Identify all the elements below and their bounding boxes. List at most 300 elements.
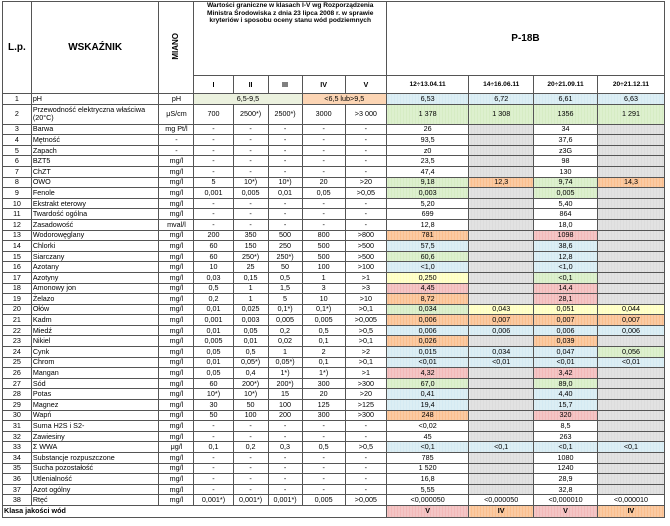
measurement-value: 0,005: [534, 188, 598, 199]
measurement-value: 4,45: [386, 283, 468, 294]
table-row: [3, 230, 665, 241]
indicator-name: Miedź: [31, 325, 159, 336]
indicator-name: Przewodność elektryczna właściwa (20°C): [31, 104, 159, 124]
water-quality-table: [2, 1, 665, 518]
measurement-value: 32,8: [534, 484, 598, 495]
class-II-header: II: [233, 76, 268, 94]
limit-class-III: 0,5: [268, 272, 302, 283]
limit-class-IV: 0,005: [302, 495, 345, 506]
indicator-name: Barwa: [31, 124, 159, 135]
measurement-value: [597, 389, 664, 400]
table-row: [3, 294, 665, 305]
date-3-header: 20÷21.09.11: [534, 76, 598, 94]
limit-class-I: 50: [194, 410, 233, 421]
miano-header: [159, 2, 194, 94]
measurement-value: 0,250: [386, 272, 468, 283]
measurement-value: 23,5: [386, 156, 468, 167]
limit-class-I: 10: [194, 262, 233, 273]
indicator-name: Zapach: [31, 145, 159, 156]
measurement-value: [597, 219, 664, 230]
limit-class-V: >0,5: [345, 442, 386, 453]
measurement-value: [469, 400, 534, 411]
limit-class-V: >20: [345, 177, 386, 188]
row-number: 37: [3, 484, 32, 495]
indicator-unit: mg/l: [159, 272, 194, 283]
row-number: 19: [3, 294, 32, 305]
limit-class-II: -: [233, 421, 268, 432]
limit-class-I: 0,01: [194, 357, 233, 368]
measurement-value: [469, 283, 534, 294]
limit-class-I: 0,01: [194, 304, 233, 315]
table-row: [3, 474, 665, 485]
limit-class-I: 200: [194, 230, 233, 241]
limit-class-IV: 3000: [302, 104, 345, 124]
quality-class-value: V: [534, 505, 598, 517]
row-number: 1: [3, 94, 32, 105]
table-row: [3, 94, 665, 105]
limit-class-IV: -: [302, 431, 345, 442]
measurement-value: 3,42: [534, 368, 598, 379]
measurement-value: 0,41: [386, 389, 468, 400]
indicator-unit: mg/l: [159, 463, 194, 474]
limit-class-III: 0,02: [268, 336, 302, 347]
table-row: [3, 315, 665, 326]
limit-class-V: >125: [345, 400, 386, 411]
indicator-unit: mg/l: [159, 400, 194, 411]
indicator-unit: mg Pt/l: [159, 124, 194, 135]
measurement-value: 5,55: [386, 484, 468, 495]
indicator-name: Mangan: [31, 368, 159, 379]
limit-class-I: 0,005: [194, 336, 233, 347]
measurement-value: 0,007: [597, 315, 664, 326]
table-row: [3, 453, 665, 464]
limit-class-III: 0,05*): [268, 357, 302, 368]
measurement-value: [469, 378, 534, 389]
limit-class-II: 0,025: [233, 304, 268, 315]
measurement-value: [469, 188, 534, 199]
row-number: 31: [3, 421, 32, 432]
indicator-name: Chrom: [31, 357, 159, 368]
limit-class-III: 200: [268, 410, 302, 421]
limit-class-III: 50: [268, 262, 302, 273]
measurement-value: [469, 336, 534, 347]
limit-class-V: >3 000: [345, 104, 386, 124]
limit-class-II: -: [233, 198, 268, 209]
indicator-unit: mg/l: [159, 209, 194, 220]
indicator-unit: mg/l: [159, 262, 194, 273]
limit-class-V: >0,005: [345, 315, 386, 326]
limit-class-II: 0,001*): [233, 495, 268, 506]
limit-class-IV: 0,5: [302, 442, 345, 453]
measurement-value: 14,3: [597, 177, 664, 188]
limit-class-IV-V: <6,5 lub>9,5: [302, 94, 386, 105]
limit-class-II: -: [233, 166, 268, 177]
row-number: 8: [3, 177, 32, 188]
row-number: 14: [3, 241, 32, 252]
measurement-value: 0,043: [469, 304, 534, 315]
limit-class-IV: -: [302, 156, 345, 167]
limit-class-IV: -: [302, 209, 345, 220]
measurement-value: [597, 431, 664, 442]
measurement-value: <0,1: [534, 272, 598, 283]
limit-class-V: >0,005: [345, 495, 386, 506]
measurement-value: 0,026: [386, 336, 468, 347]
indicator-unit: mg/l: [159, 304, 194, 315]
measurement-value: 263: [534, 431, 598, 442]
limit-class-III: 10*): [268, 177, 302, 188]
measurement-value: 12,8: [534, 251, 598, 262]
limit-class-IV: -: [302, 453, 345, 464]
limit-class-IV: 100: [302, 262, 345, 273]
indicator-unit: -: [159, 145, 194, 156]
indicator-unit: mg/l: [159, 177, 194, 188]
measurement-value: 0,007: [469, 315, 534, 326]
table-row: [3, 104, 665, 124]
limit-class-IV: 500: [302, 251, 345, 262]
quality-class-label: Klasa jakości wód: [3, 505, 387, 517]
limit-class-IV: 0,5: [302, 325, 345, 336]
table-row: [3, 283, 665, 294]
measurement-value: [597, 336, 664, 347]
indicator-name: Utlenialność: [31, 474, 159, 485]
indicator-unit: pH: [159, 94, 194, 105]
measurement-value: [597, 188, 664, 199]
limit-class-I: 60: [194, 378, 233, 389]
measurement-value: 14,4: [534, 283, 598, 294]
limit-class-III: 2500*): [268, 104, 302, 124]
measurement-value: [597, 209, 664, 220]
limit-class-V: -: [345, 145, 386, 156]
limit-class-III: 0,3: [268, 442, 302, 453]
limit-class-III: 500: [268, 230, 302, 241]
measurement-value: <0,01: [534, 357, 598, 368]
row-number: 24: [3, 347, 32, 358]
measurement-value: [469, 368, 534, 379]
measurement-value: [597, 283, 664, 294]
measurement-value: 60,6: [386, 251, 468, 262]
limit-class-III: 15: [268, 389, 302, 400]
indicator-unit: mg/l: [159, 378, 194, 389]
limit-class-IV: -: [302, 421, 345, 432]
limit-class-IV: 300: [302, 378, 345, 389]
limit-class-III: -: [268, 209, 302, 220]
limit-class-V: -: [345, 166, 386, 177]
row-number: 23: [3, 336, 32, 347]
row-number: 12: [3, 219, 32, 230]
table-row: [3, 400, 665, 411]
measurement-value: 0,034: [469, 347, 534, 358]
limit-class-III: 100: [268, 400, 302, 411]
measurement-value: 57,5: [386, 241, 468, 252]
limit-class-IV: 0,005: [302, 315, 345, 326]
measurement-value: [469, 124, 534, 135]
table-row: [3, 156, 665, 167]
limits-title: Wartości graniczne w klasach I-V wg Rozporządzenia Ministra Środowiska z dnia 23 lipca 2008 r. w sprawie kryteriów i sposobu oceny stanu wód podziemnych: [194, 2, 386, 76]
limit-class-V: -: [345, 135, 386, 146]
measurement-value: [597, 410, 664, 421]
limit-class-II: 10*): [233, 177, 268, 188]
row-number: 33: [3, 442, 32, 453]
measurement-value: 5,40: [534, 198, 598, 209]
limit-class-III: 1: [268, 347, 302, 358]
miano-label: MIANO: [171, 33, 181, 60]
measurement-value: [469, 135, 534, 146]
table-row: [3, 431, 665, 442]
measurement-value: 0,056: [597, 347, 664, 358]
limit-class-III: 1,5: [268, 283, 302, 294]
point-header: P-18B: [386, 2, 664, 76]
measurement-value: 781: [386, 230, 468, 241]
row-number: 38: [3, 495, 32, 506]
measurement-value: 45: [386, 431, 468, 442]
row-number: 20: [3, 304, 32, 315]
limit-class-II: 0,5: [233, 347, 268, 358]
indicator-name: Ekstrakt eterowy: [31, 198, 159, 209]
limit-class-III: -: [268, 474, 302, 485]
limit-class-V: -: [345, 453, 386, 464]
row-number: 11: [3, 209, 32, 220]
measurement-value: 0,015: [386, 347, 468, 358]
table-row: [3, 272, 665, 283]
indicator-name: Sód: [31, 378, 159, 389]
limit-class-III: -: [268, 463, 302, 474]
measurement-value: [597, 230, 664, 241]
indicator-unit: mg/l: [159, 294, 194, 305]
limit-class-V: >800: [345, 230, 386, 241]
limit-class-V: >1: [345, 368, 386, 379]
indicator-unit: μg/l: [159, 442, 194, 453]
measurement-value: [597, 251, 664, 262]
measurement-value: [469, 272, 534, 283]
measurement-value: 15,7: [534, 400, 598, 411]
header-row: [3, 2, 665, 76]
row-number: 32: [3, 431, 32, 442]
measurement-value: 1240: [534, 463, 598, 474]
table-row: [3, 495, 665, 506]
indicator-name: Zawiesiny: [31, 431, 159, 442]
measurement-value: [597, 156, 664, 167]
row-number: 25: [3, 357, 32, 368]
limit-class-IV: -: [302, 135, 345, 146]
limit-class-IV: -: [302, 474, 345, 485]
measurement-value: 699: [386, 209, 468, 220]
limit-class-IV: 300: [302, 410, 345, 421]
measurement-value: [469, 241, 534, 252]
wskaznik-header: WSKAŹNIK: [31, 2, 159, 94]
measurement-value: <0,01: [597, 357, 664, 368]
table-row: [3, 135, 665, 146]
measurement-value: 19,4: [386, 400, 468, 411]
indicator-name: Azot ogólny: [31, 484, 159, 495]
row-number: 28: [3, 389, 32, 400]
measurement-value: [469, 389, 534, 400]
measurement-value: 130: [534, 166, 598, 177]
indicator-name: Twardość ogólna: [31, 209, 159, 220]
measurement-value: [597, 400, 664, 411]
row-number: 9: [3, 188, 32, 199]
measurement-value: 0,006: [386, 325, 468, 336]
measurement-value: [469, 453, 534, 464]
measurement-value: 38,6: [534, 241, 598, 252]
row-number: 35: [3, 463, 32, 474]
indicator-name: Zasadowość: [31, 219, 159, 230]
limit-class-III: 250: [268, 241, 302, 252]
limit-class-V: >0,1: [345, 304, 386, 315]
measurement-value: 248: [386, 410, 468, 421]
indicator-unit: μS/cm: [159, 104, 194, 124]
limit-class-V: >300: [345, 378, 386, 389]
limit-class-I: 0,001: [194, 188, 233, 199]
limit-class-V: -: [345, 463, 386, 474]
limit-class-II: 2500*): [233, 104, 268, 124]
measurement-value: 0,003: [386, 188, 468, 199]
measurement-value: [597, 484, 664, 495]
limit-class-II: -: [233, 135, 268, 146]
indicator-name: Kadm: [31, 315, 159, 326]
measurement-value: [469, 230, 534, 241]
measurement-value: 28,1: [534, 294, 598, 305]
table-row: [3, 209, 665, 220]
measurement-value: <0,000010: [597, 495, 664, 506]
limit-class-I: -: [194, 431, 233, 442]
limit-class-I: 700: [194, 104, 233, 124]
limit-class-I: -: [194, 198, 233, 209]
limit-class-III: 0,1*): [268, 304, 302, 315]
limit-class-I: 0,5: [194, 283, 233, 294]
limit-class-II: 0,05*): [233, 357, 268, 368]
limit-class-II: -: [233, 453, 268, 464]
indicator-name: Wodorowęglany: [31, 230, 159, 241]
limit-class-V: >0,5: [345, 325, 386, 336]
limit-class-V: -: [345, 198, 386, 209]
limit-class-II: 1: [233, 283, 268, 294]
row-number: 27: [3, 378, 32, 389]
indicator-name: Chlorki: [31, 241, 159, 252]
table-row: [3, 410, 665, 421]
row-number: 15: [3, 251, 32, 262]
measurement-value: [469, 431, 534, 442]
indicator-name: Azotany: [31, 262, 159, 273]
limit-class-II: 0,005: [233, 188, 268, 199]
limit-class-V: -: [345, 421, 386, 432]
indicator-unit: mg/l: [159, 347, 194, 358]
measurement-value: [469, 209, 534, 220]
measurement-value: [597, 145, 664, 156]
indicator-name: Potas: [31, 389, 159, 400]
measurement-value: [597, 378, 664, 389]
date-2-header: 14÷16.06.11: [469, 76, 534, 94]
limit-class-IV: -: [302, 219, 345, 230]
measurement-value: 47,4: [386, 166, 468, 177]
measurement-value: [469, 156, 534, 167]
measurement-value: 6,53: [386, 94, 468, 105]
measurement-value: 864: [534, 209, 598, 220]
limit-class-I: -: [194, 135, 233, 146]
measurement-value: [597, 474, 664, 485]
limit-class-II: -: [233, 431, 268, 442]
indicator-name: Mętność: [31, 135, 159, 146]
measurement-value: 1 378: [386, 104, 468, 124]
limit-class-I: 0,001: [194, 315, 233, 326]
limit-class-I: 60: [194, 251, 233, 262]
limit-class-II: -: [233, 156, 268, 167]
measurement-value: 67,0: [386, 378, 468, 389]
limit-class-III: -: [268, 145, 302, 156]
limit-class-V: >2: [345, 347, 386, 358]
indicator-name: Sucha pozostałość: [31, 463, 159, 474]
measurement-value: 1 291: [597, 104, 664, 124]
measurement-value: z0: [386, 145, 468, 156]
measurement-value: 0,006: [469, 325, 534, 336]
limit-class-II: -: [233, 124, 268, 135]
limit-class-III: 0,2: [268, 325, 302, 336]
indicator-unit: mg/l: [159, 474, 194, 485]
measurement-value: <0,1: [469, 442, 534, 453]
measurement-value: [597, 453, 664, 464]
limit-class-II: 0,15: [233, 272, 268, 283]
measurement-value: [469, 145, 534, 156]
limit-class-IV: 20: [302, 389, 345, 400]
indicator-unit: mg/l: [159, 283, 194, 294]
limit-class-I: -: [194, 209, 233, 220]
indicator-name: Rtęć: [31, 495, 159, 506]
limit-class-III: -: [268, 166, 302, 177]
measurement-value: <0,1: [386, 442, 468, 453]
table-row: [3, 198, 665, 209]
limit-class-V: -: [345, 431, 386, 442]
indicator-name: Suma H2S i S2-: [31, 421, 159, 432]
measurement-value: 4,40: [534, 389, 598, 400]
measurement-value: 0,047: [534, 347, 598, 358]
limit-class-I: -: [194, 474, 233, 485]
limit-class-I: 0,05: [194, 368, 233, 379]
limit-class-V: >3: [345, 283, 386, 294]
indicator-name: Nikiel: [31, 336, 159, 347]
measurement-value: 1 520: [386, 463, 468, 474]
measurement-value: [597, 262, 664, 273]
quality-class-value: V: [386, 505, 468, 517]
row-number: 21: [3, 315, 32, 326]
measurement-value: 6,72: [469, 94, 534, 105]
measurement-value: 0,044: [597, 304, 664, 315]
limit-class-IV: 500: [302, 241, 345, 252]
quality-class-value: IV: [597, 505, 664, 517]
indicator-unit: mg/l: [159, 484, 194, 495]
indicator-name: Siarczany: [31, 251, 159, 262]
measurement-value: 9,18: [386, 177, 468, 188]
limit-class-III: -: [268, 219, 302, 230]
table-row: [3, 325, 665, 336]
class-I-header: I: [194, 76, 233, 94]
date-4-header: 20÷21.12.11: [597, 76, 664, 94]
limit-class-I: 0,01: [194, 325, 233, 336]
indicator-name: Żelazo: [31, 294, 159, 305]
class-III-header: III: [268, 76, 302, 94]
indicator-unit: mg/l: [159, 230, 194, 241]
indicator-unit: mg/l: [159, 156, 194, 167]
limit-class-I: 0,03: [194, 272, 233, 283]
limit-class-III: 200*): [268, 378, 302, 389]
measurement-value: 5,20: [386, 198, 468, 209]
limit-class-III: 5: [268, 294, 302, 305]
limit-class-V: >500: [345, 251, 386, 262]
limit-class-III: 0,01: [268, 188, 302, 199]
measurement-value: 320: [534, 410, 598, 421]
limit-class-II: 0,01: [233, 336, 268, 347]
limit-class-I: 0,05: [194, 347, 233, 358]
limit-class-V: >500: [345, 241, 386, 252]
row-number: 16: [3, 262, 32, 273]
